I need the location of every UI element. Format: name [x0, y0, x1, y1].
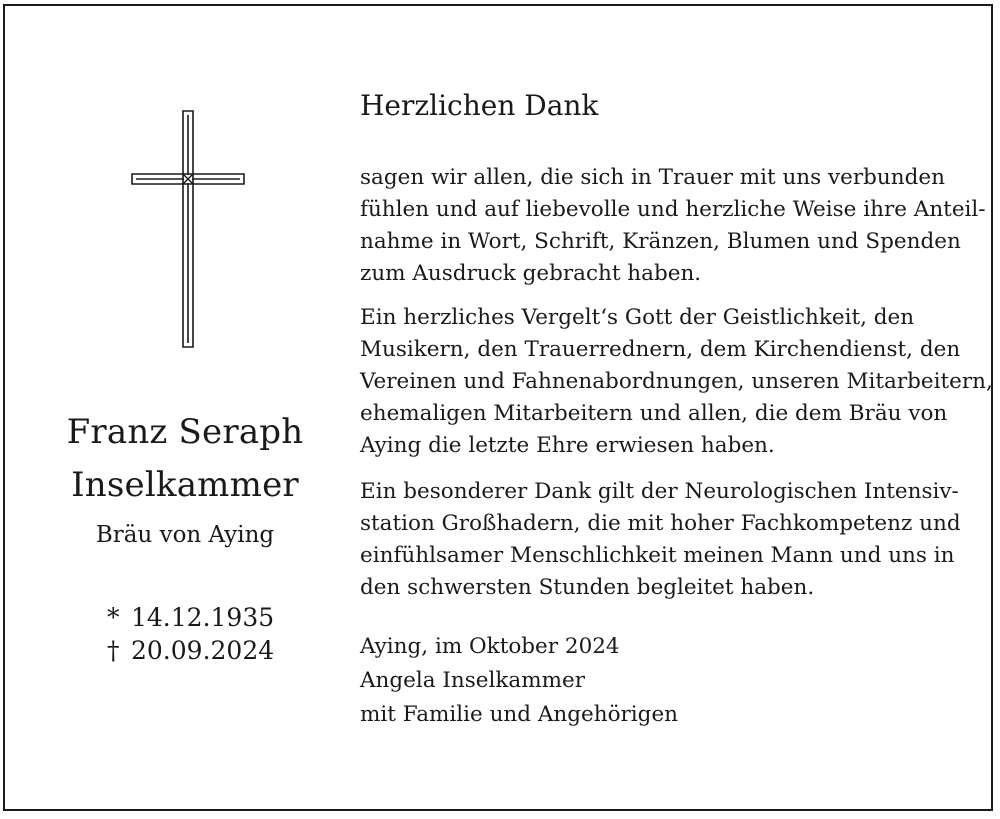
signature-name: Angela Inselkammer: [360, 668, 585, 693]
paragraph-line: Vereinen und Fahnenabordnungen, unseren Mitarbeitern,: [360, 369, 993, 394]
paragraph-line: den schwersten Stunden begleitet haben.: [360, 575, 815, 600]
signature-family: mit Familie und Angehörigen: [360, 702, 679, 727]
paragraph-line: nahme in Wort, Schrift, Kränzen, Blumen und Spenden: [360, 229, 961, 254]
paragraph-line: ehemaligen Mitarbeitern und allen, die dem Bräu von: [360, 401, 948, 426]
death-dagger-icon: †: [107, 636, 120, 665]
birth-row: [107, 601, 274, 634]
death-date: 20.09.2024: [131, 636, 275, 665]
deceased-title: Bräu von Aying: [95, 522, 275, 548]
paragraph-line: Ein herzliches Vergelt‘s Gott der Geistlichkeit, den: [360, 305, 915, 330]
paragraph-line: Ein besonderer Dank gilt der Neurologischen Intensiv-: [360, 479, 959, 504]
birth-star-icon: *: [107, 603, 120, 632]
paragraph-line: station Großhadern, die mit hoher Fachkompetenz und: [360, 511, 961, 536]
paragraph-line: Musikern, den Trauerrednern, dem Kirchendienst, den: [360, 337, 961, 362]
paragraph-line: einfühlsamer Menschlichkeit meinen Mann und uns in: [360, 543, 955, 568]
paragraph-thanks: [360, 162, 986, 290]
death-row: [107, 634, 274, 667]
heading: Herzlichen Dank: [360, 89, 599, 122]
paragraph-vergelts-gott: [360, 302, 993, 462]
deceased-name-line1: Franz Seraph: [66, 412, 304, 452]
paragraph-special-thanks: [360, 476, 970, 604]
birth-date: 14.12.1935: [131, 603, 275, 632]
cross-icon: [129, 109, 249, 354]
life-dates: [107, 601, 274, 667]
obituary-card: [3, 4, 993, 811]
signature-block: [360, 630, 970, 732]
signature-place-date: Aying, im Oktober 2024: [360, 634, 620, 659]
paragraph-line: Aying die letzte Ehre erwiesen haben.: [360, 433, 775, 458]
paragraph-line: fühlen und auf liebevolle und herzliche Weise ihre Anteil-: [360, 197, 986, 222]
paragraph-line: zum Ausdruck gebracht haben.: [360, 261, 702, 286]
paragraph-line: sagen wir allen, die sich in Trauer mit uns verbunden: [360, 165, 945, 190]
deceased-name-line2: Inselkammer: [71, 465, 299, 505]
